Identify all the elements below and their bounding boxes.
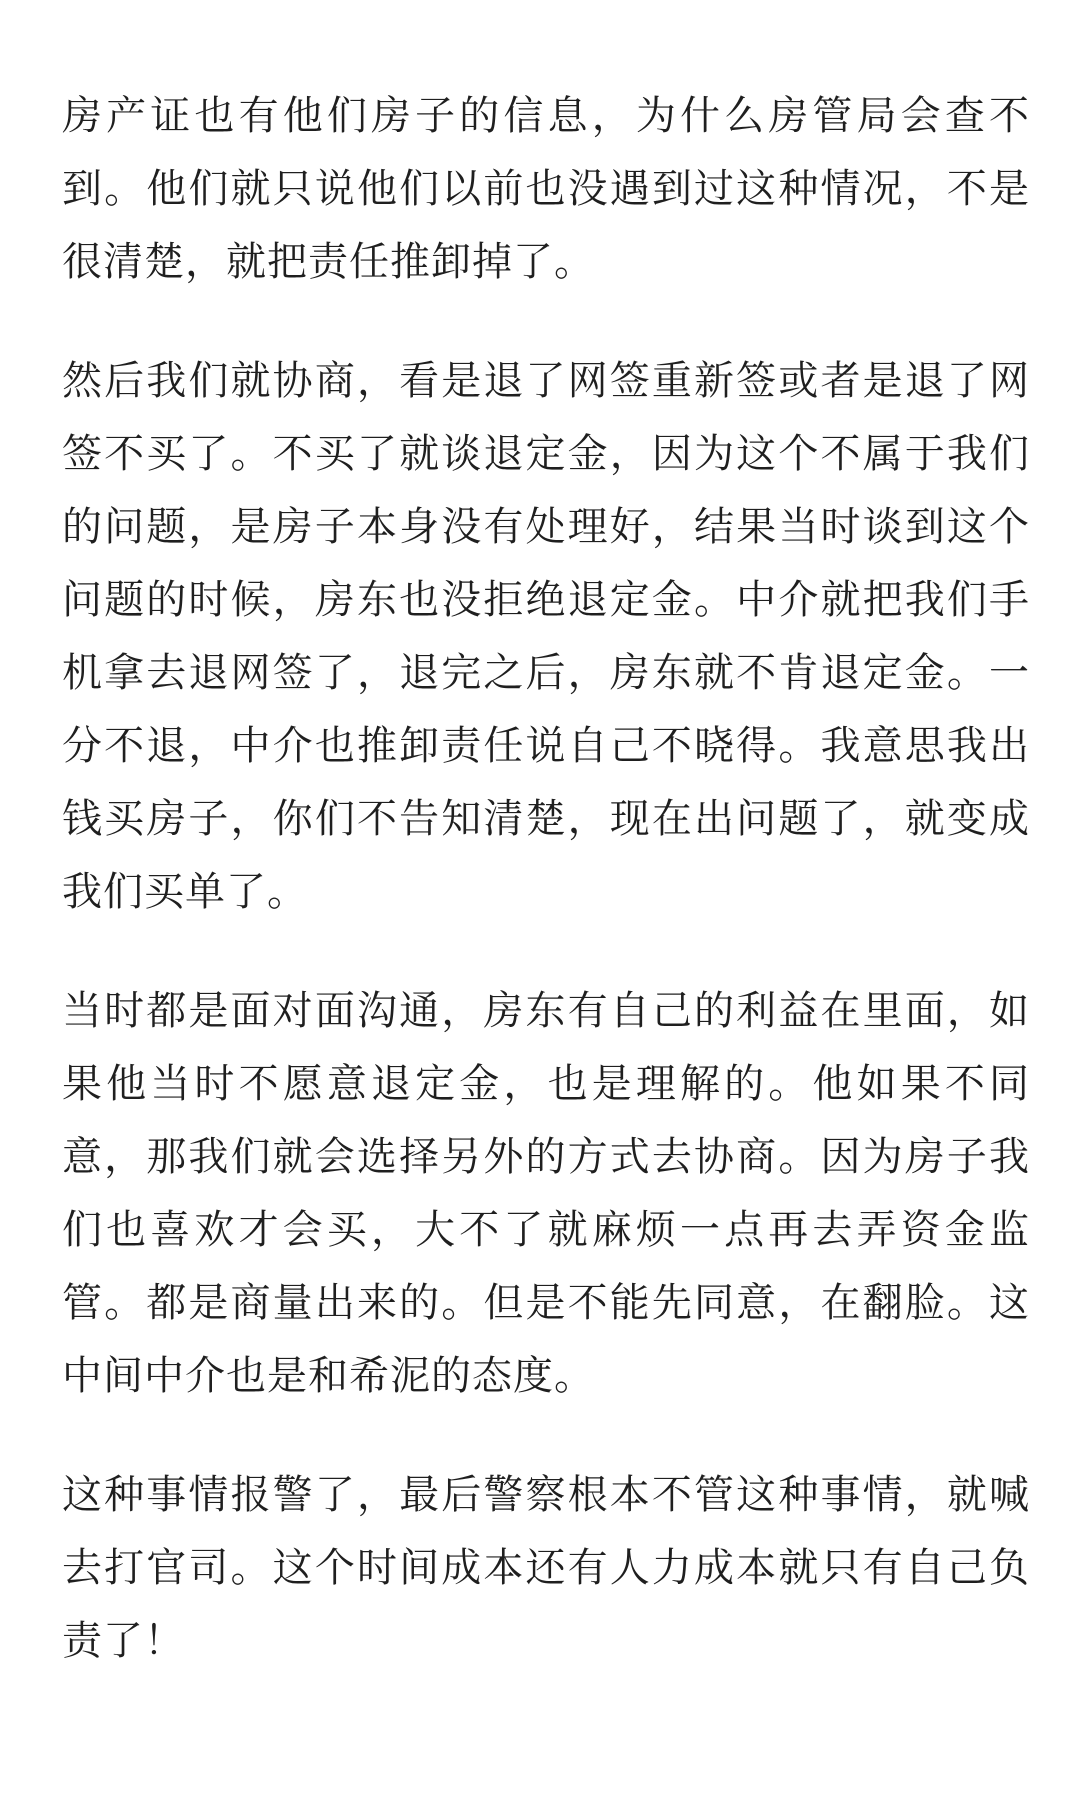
paragraph-2: 然后我们就协商，看是退了网签重新签或者是退了网签不买了。不买了就谈退定金，因为这个不属于我们的问题，是房子本身没有处理好，结果当时谈到这个问题的时候，房东也没拒绝退定金。中介就把我们手机拿去退网签了，退完之后，房东就不肯退定金。一分不退，中介也推卸责任说自己不晓得。我意思我出钱买房子，你们不告知清楚，现在出问题了，就变成我们买单了。 — [62, 358, 1030, 915]
article-body — [62, 80, 1030, 1678]
paragraph-1: 房产证也有他们房子的信息，为什么房管局会查不到。他们就只说他们以前也没遇到过这种情况，不是很清楚，就把责任推卸掉了。 — [62, 93, 1030, 285]
paragraph-3: 当时都是面对面沟通，房东有自己的利益在里面，如果他当时不愿意退定金，也是理解的。他如果不同意，那我们就会选择另外的方式去协商。因为房子我们也喜欢才会买，大不了就麻烦一点再去弄资金监管。都是商量出来的。但是不能先同意，在翻脸。这中间中介也是和希泥的态度。 — [62, 988, 1030, 1399]
paragraph-4: 这种事情报警了，最后警察根本不管这种事情，就喊去打官司。这个时间成本还有人力成本就只有自己负责了！ — [62, 1472, 1030, 1664]
